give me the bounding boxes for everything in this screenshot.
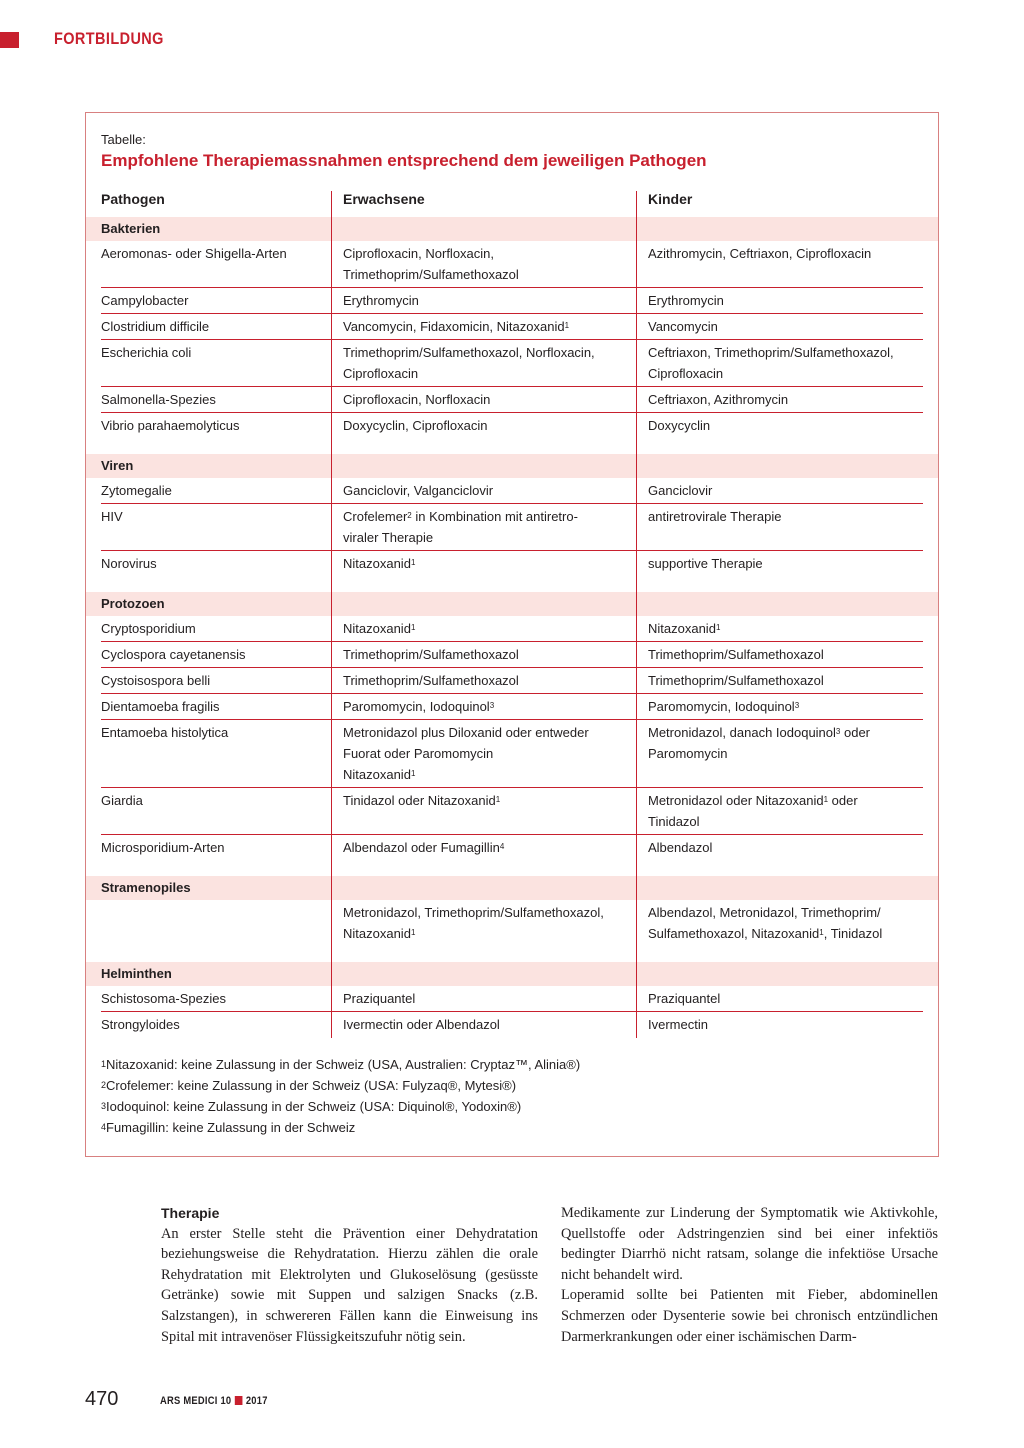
cell-adults: Trimethoprim/Sulfamethoxazol, Norfloxacin, Ciprofloxacin (343, 345, 595, 381)
group-name: Protozoen (101, 596, 165, 611)
cell-adults: Ciprofloxacin, Norfloxacin, Trimethoprim/Sulfamethoxazol (343, 246, 519, 282)
therapy-table-box (85, 112, 939, 1157)
journal-footer (160, 1395, 268, 1407)
table-label: Tabelle: (101, 132, 146, 147)
cell-pathogen: Entamoeba histolytica (101, 725, 229, 740)
group-name: Bakterien (101, 221, 161, 236)
column-divider (331, 876, 332, 962)
column-divider (331, 454, 332, 592)
article-paragraph: Medikamente zur Linderung der Symptomatik wie Aktivkohle, Quellstoffe oder Adstringenzien sind bei einer infektiös bedingter Diarrhö nicht ratsam, solange die infektiöse Ursache nicht behandelt wird. (561, 1205, 938, 1283)
table-body (86, 217, 938, 1038)
column-divider (331, 191, 332, 217)
column-divider (636, 454, 637, 592)
cell-adults: Paromomycin, Iodoquinol$^3$ (343, 699, 495, 714)
cell-children: antiretrovirale Therapie (648, 509, 782, 524)
footnote-number: 4 (101, 1122, 107, 1132)
table-row (86, 694, 938, 720)
cell-pathogen: Dientamoeba fragilis (101, 699, 220, 714)
column-header-adults: Erwachsene (343, 191, 425, 207)
footnote (101, 1096, 580, 1117)
footer-accent-square (235, 1396, 243, 1405)
footnote (101, 1054, 580, 1075)
cell-adults: Vancomycin, Fidaxomicin, Nitazoxanid$^1$ (343, 319, 570, 334)
table-row (86, 642, 938, 668)
section-title: FORTBILDUNG (54, 29, 164, 48)
footnote-text: Fumagillin: keine Zulassung in der Schweiz (106, 1120, 356, 1135)
cell-children: Nitazoxanid$^1$ (648, 621, 721, 636)
table-row (86, 241, 938, 288)
article-paragraph: Loperamid sollte bei Patienten mit Fieber, abdominellen Schmerzen oder Dysenterie sowie bei chronisch entzündlichen Darmerkrankungen oder einer ischämischen Darm- (561, 1287, 938, 1345)
cell-children: Ganciclovir (648, 483, 713, 498)
table-row (86, 900, 938, 947)
footnote (101, 1117, 580, 1138)
cell-pathogen: Escherichia coli (101, 345, 192, 360)
cell-adults: Praziquantel (343, 991, 416, 1006)
column-divider (331, 962, 332, 1038)
cell-pathogen: Salmonella-Spezies (101, 392, 216, 407)
column-divider (636, 962, 637, 1038)
cell-pathogen: Aeromonas- oder Shigella-Arten (101, 246, 287, 261)
article-column-right (561, 1203, 938, 1347)
group-name: Helminthen (101, 966, 172, 981)
cell-children: Albendazol (648, 840, 713, 855)
table-header-row (86, 187, 938, 217)
column-divider (636, 876, 637, 962)
cell-adults: Trimethoprim/Sulfamethoxazol (343, 673, 519, 688)
table-row (86, 1012, 938, 1038)
group-name: Stramenopiles (101, 880, 191, 895)
cell-adults: Crofelemer$^2$ in Kombination mit antiretro- viraler Therapie (343, 509, 578, 545)
cell-adults: Ivermectin oder Albendazol (343, 1017, 500, 1032)
table-row (86, 986, 938, 1012)
cell-children: Doxycyclin (648, 418, 711, 433)
article-paragraph: An erster Stelle steht die Prävention einer Dehydratation beziehungsweise die Rehydratation. Hierzu zählen die orale Rehydratation mit Elektrolyten und Glukoselösung (gesüsste Getränke) sowie mit Suppen und salzigen Snacks (z.B. Salzstangen), in schwereren Fällen kann die Einweisung ins Spital mit intravenöser Flüssigkeitszufuhr nötig sein. (161, 1225, 538, 1345)
footnote-number: 1 (101, 1059, 107, 1069)
cell-adults: Trimethoprim/Sulfamethoxazol (343, 647, 519, 662)
cell-children: supportive Therapie (648, 556, 763, 571)
cell-adults: Tinidazol oder Nitazoxanid$^1$ (343, 793, 501, 808)
article-subheading: Therapie (161, 1205, 220, 1221)
table-row (86, 478, 938, 504)
footnote-text: Crofelemer: keine Zulassung in der Schweiz (USA: Fulyzaq®, Mytesi®) (106, 1078, 517, 1093)
cell-pathogen: Cryptosporidium (101, 621, 196, 636)
cell-children: Ceftriaxon, Trimethoprim/Sulfamethoxazol, Ciprofloxacin (648, 345, 894, 381)
cell-pathogen: HIV (101, 509, 123, 524)
pathogen-group (86, 876, 938, 962)
group-header-band (86, 876, 938, 900)
table-row (86, 668, 938, 694)
cell-pathogen: Zytomegalie (101, 483, 172, 498)
cell-children: Trimethoprim/Sulfamethoxazol (648, 673, 824, 688)
page-number: 470 (85, 1388, 119, 1410)
cell-pathogen: Cyclospora cayetanensis (101, 647, 246, 662)
cell-adults: Nitazoxanid$^1$ (343, 556, 416, 571)
column-divider (331, 217, 332, 454)
cell-pathogen: Cystoisospora belli (101, 673, 211, 688)
table-row (86, 314, 938, 340)
cell-adults: Albendazol oder Fumagillin$^4$ (343, 840, 505, 855)
table-row (86, 288, 938, 314)
cell-adults: Doxycyclin, Ciprofloxacin (343, 418, 488, 433)
cell-pathogen: Schistosoma-Spezies (101, 991, 226, 1006)
cell-children: Metronidazol oder Nitazoxanid$^1$ oder Tinidazol (648, 793, 858, 829)
therapy-table (86, 187, 938, 1038)
group-header-band (86, 454, 938, 478)
table-row (86, 720, 938, 788)
column-header-pathogen: Pathogen (101, 191, 165, 207)
table-row (86, 788, 938, 835)
table-row (86, 504, 938, 551)
column-header-children: Kinder (648, 191, 693, 207)
cell-adults: Metronidazol plus Diloxanid oder entweder Fuorat oder Paromomycin Nitazoxanid$^1$ (343, 725, 589, 782)
footnote-text: Iodoquinol: keine Zulassung in der Schweiz (USA: Diquinol®, Yodoxin®) (106, 1099, 522, 1114)
article-column-left (161, 1203, 538, 1347)
footnote-number: 2 (101, 1080, 107, 1090)
cell-children: Trimethoprim/Sulfamethoxazol (648, 647, 824, 662)
group-spacer (86, 861, 938, 876)
group-spacer (86, 577, 938, 592)
group-name: Viren (101, 458, 134, 473)
column-divider (636, 217, 637, 454)
cell-adults: Erythromycin (343, 293, 419, 308)
table-footnotes (101, 1054, 580, 1138)
cell-children: Paromomycin, Iodoquinol$^3$ (648, 699, 800, 714)
footnote-number: 3 (101, 1101, 107, 1111)
pathogen-group (86, 217, 938, 454)
cell-adults: Ganciclovir, Valganciclovir (343, 483, 494, 498)
cell-pathogen: Giardia (101, 793, 143, 808)
group-header-band (86, 217, 938, 241)
group-header-band (86, 592, 938, 616)
cell-children: Erythromycin (648, 293, 724, 308)
cell-children: Praziquantel (648, 991, 721, 1006)
table-title: Empfohlene Therapiemassnahmen entsprechend dem jeweiligen Pathogen (101, 151, 707, 170)
cell-pathogen: Microsporidium-Arten (101, 840, 225, 855)
column-divider (636, 191, 637, 217)
footnote (101, 1075, 580, 1096)
cell-children: Ceftriaxon, Azithromycin (648, 392, 789, 407)
table-row (86, 616, 938, 642)
header-accent-mark (0, 32, 19, 48)
cell-adults: Metronidazol, Trimethoprim/Sulfamethoxazol, Nitazoxanid$^1$ (343, 905, 604, 941)
table-row (86, 413, 938, 439)
cell-children: Albendazol, Metronidazol, Trimethoprim/ Sulfamethoxazol, Nitazoxanid$^1$, Tinidazol (648, 905, 883, 941)
pathogen-group (86, 962, 938, 1038)
cell-pathogen: Strongyloides (101, 1017, 180, 1032)
cell-pathogen: Norovirus (101, 556, 157, 571)
pathogen-group (86, 454, 938, 592)
cell-children: Vancomycin (648, 319, 718, 334)
group-spacer (86, 439, 938, 454)
cell-adults: Nitazoxanid$^1$ (343, 621, 416, 636)
cell-pathogen: Vibrio parahaemolyticus (101, 418, 240, 433)
table-row (86, 340, 938, 387)
pathogen-group (86, 592, 938, 876)
table-row (86, 387, 938, 413)
table-row (86, 835, 938, 861)
cell-children: Azithromycin, Ceftriaxon, Ciprofloxacin (648, 246, 872, 261)
cell-children: Metronidazol, danach Iodoquinol$^3$ oder Paromomycin (648, 725, 871, 761)
cell-pathogen: Clostridium difficile (101, 319, 210, 334)
group-spacer (86, 947, 938, 962)
footnote-text: Nitazoxanid: keine Zulassung in der Schweiz (USA, Australien: Cryptaz™, Alinia®) (106, 1057, 581, 1072)
cell-adults: Ciprofloxacin, Norfloxacin (343, 392, 491, 407)
table-row (86, 551, 938, 577)
column-divider (636, 592, 637, 876)
cell-pathogen: Campylobacter (101, 293, 189, 308)
group-header-band (86, 962, 938, 986)
journal-name: ARS MEDICI 10 (160, 1395, 232, 1407)
column-divider (331, 592, 332, 876)
cell-children: Ivermectin (648, 1017, 708, 1032)
journal-year: 2017 (245, 1395, 268, 1407)
